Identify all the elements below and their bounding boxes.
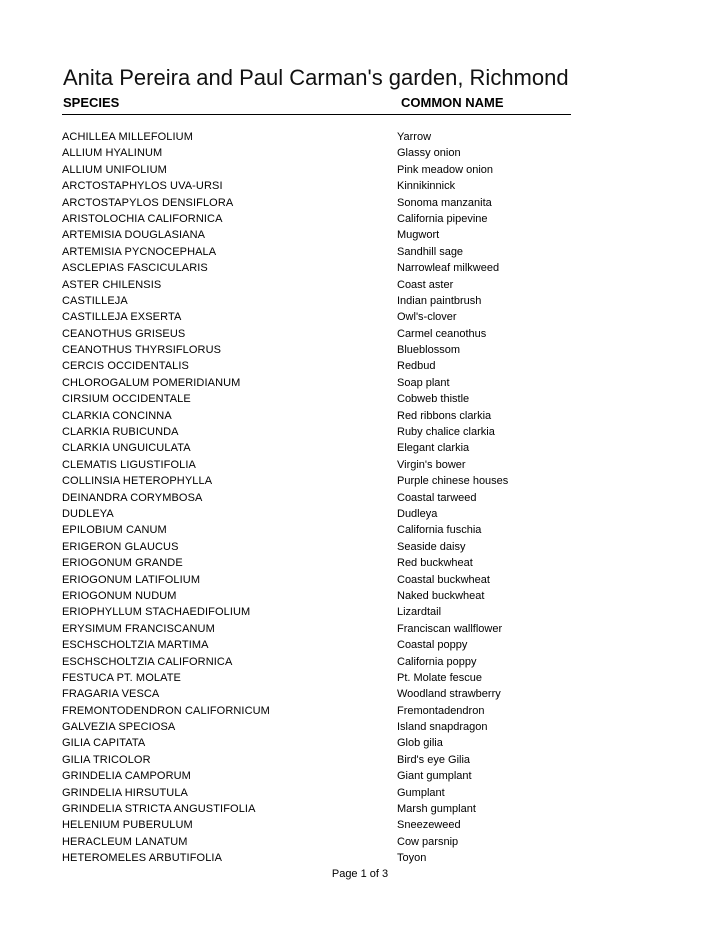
species-cell: GRINDELIA STRICTA ANGUSTIFOLIA [62,803,256,816]
species-cell: ARCTOSTAPHYLOS UVA-URSI [62,180,223,193]
table-row [62,211,582,227]
species-cell: ARTEMISIA DOUGLASIANA [62,229,206,242]
common-name-column-header: COMMON NAME [401,95,504,110]
common-name-cell: Gumplant [397,786,445,799]
table-row [62,129,582,145]
table-row [62,686,582,702]
common-name-cell: Kinnikinnick [397,180,456,193]
table-row [62,637,582,653]
table-row [62,178,582,194]
common-name-cell: Carmel ceanothus [397,327,487,340]
table-row [62,703,582,719]
species-cell: ESCHSCHOLTZIA CALIFORNICA [62,655,233,668]
species-cell: ESCHSCHOLTZIA MARTIMA [62,639,209,652]
species-cell: DUDLEYA [62,507,114,520]
common-name-cell: Seaside daisy [397,540,466,553]
table-row [62,801,582,817]
species-cell: ERIOGONUM NUDUM [62,589,177,602]
common-name-cell: Glassy onion [397,147,461,160]
common-name-cell: Island snapdragon [397,721,488,734]
table-row [62,342,582,358]
species-cell: HETEROMELES ARBUTIFOLIA [62,852,223,865]
common-name-cell: Naked buckwheat [397,589,485,602]
common-name-cell: Lizardtail [397,606,442,619]
species-cell: ARCTOSTAPYLOS DENSIFLORA [62,196,234,209]
table-row [62,604,582,620]
table-row [62,490,582,506]
species-cell: CLARKIA RUBICUNDA [62,426,179,439]
species-cell: ARTEMISIA PYCNOCEPHALA [62,245,217,258]
common-name-cell: Dudleya [397,507,438,520]
species-cell: HERACLEUM LANATUM [62,835,188,848]
common-name-cell: Sandhill sage [397,245,464,258]
common-name-cell: Sonoma manzanita [397,196,492,209]
species-column-header: SPECIES [63,95,120,110]
common-name-cell: Redbud [397,360,436,373]
page-title: Anita Pereira and Paul Carman's garden, Richmond [63,65,569,90]
common-name-cell: California poppy [397,655,477,668]
common-name-cell: Fremontadendron [397,704,485,717]
species-cell: GRINDELIA CAMPORUM [62,770,191,783]
common-name-cell: Indian paintbrush [397,294,482,307]
species-cell: CLEMATIS LIGUSTIFOLIA [62,458,196,471]
common-name-cell: California pipevine [397,212,488,225]
table-row [62,670,582,686]
common-name-cell: Marsh gumplant [397,803,476,816]
common-name-cell: Sneezeweed [397,819,461,832]
common-name-cell: Yarrow [397,131,432,143]
species-cell: ARISTOLOCHIA CALIFORNICA [62,212,223,225]
common-name-cell: Pt. Molate fescue [397,671,482,684]
common-name-cell: Bird's eye Gilia [397,753,471,766]
common-name-cell: Coast aster [397,278,454,291]
species-cell: CLARKIA UNGUICULATA [62,442,191,455]
table-row [62,293,582,309]
species-cell: DEINANDRA CORYMBOSA [62,491,203,504]
species-cell: ERIOGONUM GRANDE [62,557,183,570]
table-row [62,735,582,751]
species-cell: GILIA CAPITATA [62,737,146,750]
common-name-cell: Giant gumplant [397,770,472,783]
common-name-cell: Virgin's bower [397,458,466,471]
species-cell: GILIA TRICOLOR [62,753,151,766]
common-name-cell: Coastal poppy [397,639,468,652]
common-name-cell: Coastal tarweed [397,491,477,504]
common-name-cell: Elegant clarkia [397,442,470,455]
species-cell: COLLINSIA HETEROPHYLLA [62,475,213,488]
table-row [62,145,582,161]
table-header [62,94,571,115]
table-row [62,539,582,555]
species-cell: ASTER CHILENSIS [62,278,162,291]
species-cell: ERIOGONUM LATIFOLIUM [62,573,201,586]
species-cell: CIRSIUM OCCIDENTALE [62,393,191,406]
species-cell: ERYSIMUM FRANCISCANUM [62,622,215,635]
table-row [62,424,582,440]
species-cell: ALLIUM HYALINUM [62,147,163,160]
species-cell: CASTILLEJA EXSERTA [62,311,182,324]
species-cell: ERIGERON GLAUCUS [62,540,179,553]
species-cell: ASCLEPIAS FASCICULARIS [62,262,208,275]
common-name-cell: Pink meadow onion [397,163,494,176]
table-row [62,621,582,637]
common-name-cell: Franciscan wallflower [397,622,503,635]
species-cell: HELENIUM PUBERULUM [62,819,193,832]
table-row [62,506,582,522]
species-cell: ACHILLEA MILLEFOLIUM [62,131,193,143]
table-row [62,391,582,407]
table-row [62,162,582,178]
table-row [62,785,582,801]
common-name-cell: Glob gilia [397,737,443,750]
table-row [62,719,582,735]
table-row [62,834,582,850]
table-row [62,572,582,588]
table-row [62,358,582,374]
species-cell: EPILOBIUM CANUM [62,524,167,537]
table-row [62,309,582,325]
species-cell: ERIOPHYLLUM STACHAEDIFOLIUM [62,606,251,619]
species-cell: CASTILLEJA [62,294,128,307]
table-row [62,227,582,243]
page-number: Page 1 of 3 [331,868,389,880]
species-cell: CLARKIA CONCINNA [62,409,172,422]
table-row [62,473,582,489]
table-row [62,195,582,211]
common-name-cell: Red ribbons clarkia [397,409,492,422]
table-row [62,768,582,784]
common-name-cell: Ruby chalice clarkia [397,426,495,439]
common-name-cell: Mugwort [397,229,440,242]
table-row [62,522,582,538]
species-cell: GALVEZIA SPECIOSA [62,721,176,734]
table-row [62,654,582,670]
species-cell: CHLOROGALUM POMERIDIANUM [62,376,241,389]
table-row [62,244,582,260]
common-name-cell: Toyon [397,852,427,865]
species-cell: FREMONTODENDRON CALIFORNICUM [62,704,270,717]
species-cell: ALLIUM UNIFOLIUM [62,163,167,176]
table-row [62,260,582,276]
table-row [62,752,582,768]
table-row [62,375,582,391]
common-name-cell: Soap plant [397,376,450,389]
species-cell: GRINDELIA HIRSUTULA [62,786,188,799]
common-name-cell: Cobweb thistle [397,393,470,406]
common-name-cell: Blueblossom [397,344,460,357]
species-cell: CEANOTHUS GRISEUS [62,327,186,340]
common-name-cell: Purple chinese houses [397,475,509,488]
common-name-cell: California fuschia [397,524,482,537]
table-row [62,850,582,866]
species-table [62,129,582,867]
species-cell: FRAGARIA VESCA [62,688,160,701]
table-row [62,817,582,833]
table-row [62,277,582,293]
species-cell: FESTUCA PT. MOLATE [62,671,181,684]
table-row [62,588,582,604]
species-cell: CEANOTHUS THYRSIFLORUS [62,344,222,357]
table-row [62,408,582,424]
common-name-cell: Cow parsnip [397,835,459,848]
table-row [62,326,582,342]
common-name-cell: Owl's-clover [397,311,457,324]
common-name-cell: Narrowleaf milkweed [397,262,500,275]
table-row [62,457,582,473]
species-cell: CERCIS OCCIDENTALIS [62,360,189,373]
table-row [62,555,582,571]
common-name-cell: Red buckwheat [397,557,473,570]
table-row [62,440,582,456]
common-name-cell: Woodland strawberry [397,688,501,701]
common-name-cell: Coastal buckwheat [397,573,490,586]
